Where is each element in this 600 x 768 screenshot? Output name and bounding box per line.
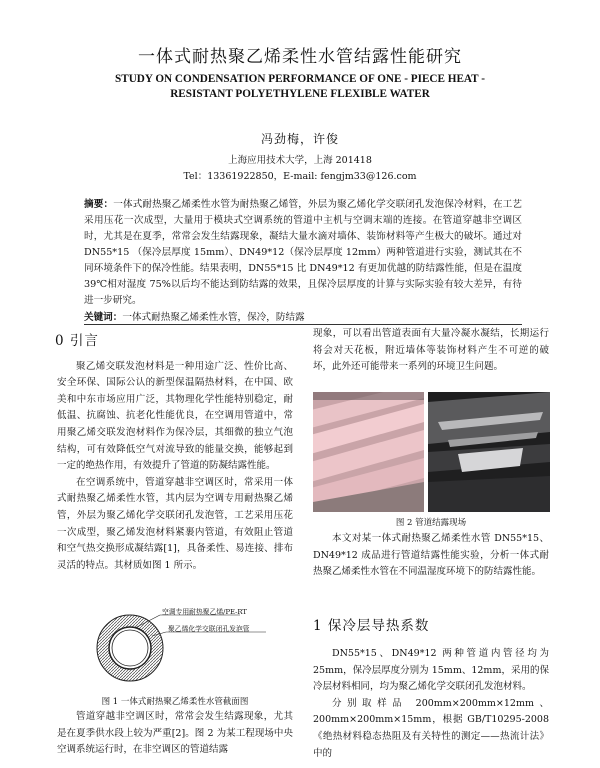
affiliation: 上海应用技术大学，上海 201418 <box>228 155 372 166</box>
abstract <box>84 197 522 309</box>
keywords <box>84 309 305 323</box>
paper-title-english <box>40 72 560 102</box>
fig1-label-foam: 聚乙烯化学交联闭孔发泡管 <box>168 625 250 633</box>
right-continued-paragraph: 现象，可以看出管道表面有大量冷凝水凝结，长期运行将会对天花板，附近墙体等装饰材料产生不可逆的破坏，此外还可能带来一系列的环境卫生问题。 <box>313 328 549 373</box>
paper-title: 一体式耐热聚乙烯柔性水管结露性能研究 <box>138 47 462 67</box>
pipe-cross-section-diagram <box>90 606 290 686</box>
study-paragraph: 本文对某一体式耐热聚乙烯柔性水管 DN55*15、DN49*12 成品进行管道结露性能实验，分析一体式耐热聚乙烯柔性水管在不同温湿度环境下的防结露性能。 <box>313 533 549 578</box>
figure-2-photo-right <box>428 392 550 512</box>
intro-paragraph-2: 在空调系统中，管道穿越非空调区时，常采用一体式耐热聚乙烯柔性水管，其内层为空调专用耐热聚乙烯管，外层为聚乙烯化学交联闭孔发泡管，工艺采用压花一次成型，聚乙烯发泡材料紧裹内管道，有效阻止管道和空气热交换形成凝结露[1]，具备柔性、易连接、排布灵活的特点。其材质如图 1 所示。 <box>57 476 293 571</box>
right-column-bottom <box>313 646 549 762</box>
intro-paragraph-1: 聚乙烯交联发泡材料是一种用途广泛、性价比高、安全环保、国际公认的新型保温隔热材料，在中国、欧美和中东市场应用广泛，其物理化学性能特别稳定，耐低温、抗腐蚀、抗老化性能优良，在空调用管道中，常用聚乙烯交联发泡材料作为保冷层，其细微的独立气泡结构，可有效降低空气对流导致的能量交换，能够起到一定的绝热作用，有效提升了管道的防凝结露性能。 <box>57 360 293 472</box>
section-1-paragraph-2: 分别取样品 200mm×200mm×12mm、200mm×200mm×15mm，根据 GB/T10295-2008《绝热材料稳态热阻及有关特性的测定——热流计法》中的 <box>313 697 549 759</box>
left-column <box>57 333 293 574</box>
right-column-middle <box>313 531 549 581</box>
figure-1-caption: 图 1 一体式耐热聚乙烯柔性水管截面图 <box>101 697 249 707</box>
inner-pipe-bore <box>112 630 148 666</box>
abstract-divider <box>84 324 522 325</box>
section-1-heading: 1 保冷层导热系数 <box>313 618 430 634</box>
intro-paragraph-3: 管道穿越非空调区时，常常会发生结露现象，尤其是在夏季供水段上较为严重[2]。图 2 为某工程现场中央空调系统运行时，在非空调区的管道结露 <box>57 711 293 756</box>
abstract-label: 摘要： <box>84 199 114 210</box>
abstract-text: 一体式耐热聚乙烯柔性水管为耐热聚乙烯管，外层为聚乙烯化学交联闭孔发泡保冷材料，在工艺采用压花一次成型，大量用于模块式空调系统的管道中主机与空调末端的连接。在管道穿越非空调区时，尤其是在夏季，常常会发生结露现象，凝结大量水滴对墙体、装饰材料等产生极大的破坏。通过对 DN55*15 （保冷层厚度 15mm）、DN49*12（保冷层厚度 12mm）两种管道进行实验，测试其在不同环境条件下的保冷性能。结果表明，DN55*15 比 DN49*12 有更加优越的防结露性能，但是在温度 39℃相对湿度 75%以后均不能达到防结露的效果，且保冷层厚度的计算与实际实验有较大差异，有待进一步研究。 <box>84 199 523 306</box>
section-0-heading: 0 引言 <box>55 333 99 349</box>
fig1-label-inner-pipe: 空调专用耐热聚乙烯/PE-RT <box>162 608 247 616</box>
figure-2-photo-left <box>313 392 424 512</box>
figure-1 <box>90 606 290 686</box>
title-en-line1: STUDY ON CONDENSATION PERFORMANCE OF ONE - PIECE HEAT - <box>115 73 485 85</box>
left-column-bottom <box>57 709 293 759</box>
right-column-top <box>313 326 549 376</box>
authors: 冯劲梅，许俊 <box>260 132 339 146</box>
figure-2-caption: 图 2 管道结露现场 <box>395 518 467 528</box>
keywords-text: 一体式耐热聚乙烯柔性水管，保冷，防结露 <box>122 312 305 323</box>
section-1-paragraph-1: DN55*15、DN49*12 两种管道内管径均为 25mm，保冷层厚度分别为 15mm、12mm，采用的保冷层材料相同，均为聚乙烯化学交联闭孔发泡材料。 <box>313 648 549 693</box>
title-en-line2: RESISTANT POLYETHYLENE FLEXIBLE WATER <box>170 88 430 100</box>
keywords-label: 关键词： <box>84 312 123 323</box>
contact-info: Tel：13361922850，E-mail: fengjm33@126.com <box>183 171 417 182</box>
